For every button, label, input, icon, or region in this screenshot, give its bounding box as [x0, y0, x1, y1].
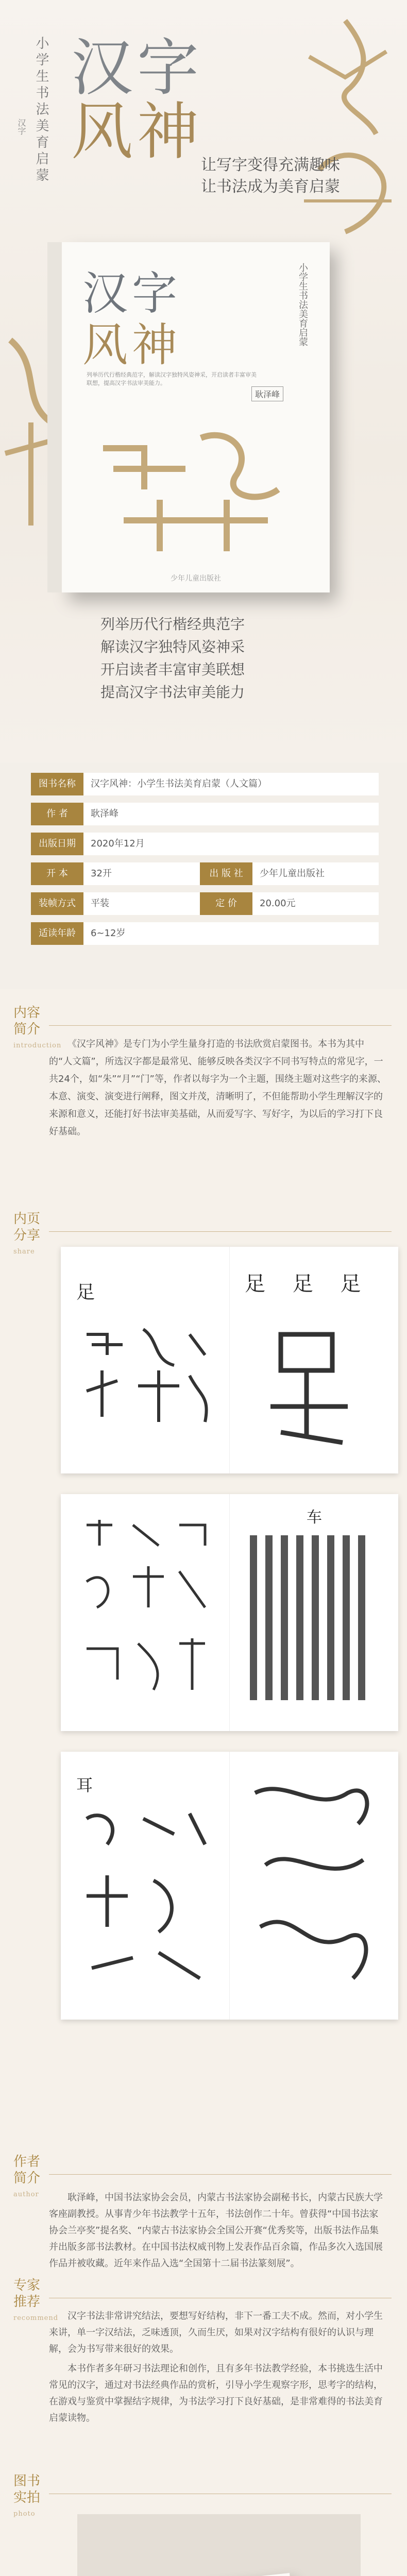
format-value: 32开 [83, 862, 200, 885]
expert-recommendation [49, 2308, 386, 2430]
slogan-line-1: 让写字变得充满趣味 [201, 156, 340, 174]
hero-title-line2: 风神 [71, 96, 203, 168]
inner-spread-1 [61, 1247, 398, 1473]
hero-banner [0, 0, 407, 762]
expert-label-cn1: 专家 [13, 2278, 41, 2293]
book-title-line1: 汉字 [82, 267, 182, 320]
info-row-format [31, 862, 379, 885]
book-blurb: 列举历代行楷经典范字，解读汉字独特风姿神采，开启读者丰富审美联想，提高汉字书法审美能力。 [87, 371, 257, 386]
publisher-value: 少年儿童出版社 [252, 862, 379, 885]
age-label: 适读年龄 [31, 922, 83, 945]
ancient-glyph-decoration-right [289, 15, 402, 252]
photo-book-cover [121, 2573, 318, 2576]
author-value: 耿泽峰 [83, 803, 379, 825]
slogan-line-2: 让书法成为美育启蒙 [201, 178, 340, 196]
info-row-title [31, 773, 379, 795]
spread-char-row: 足 足 足 [245, 1272, 371, 1296]
spread-char-title: 耳 [76, 1775, 93, 1795]
spread-calligraphy-art [250, 1319, 379, 1453]
spread-left-page [61, 1494, 230, 1731]
spread-right-page [229, 1752, 398, 2020]
age-value: 6~12岁 [83, 922, 379, 945]
intro-paragraph: 《汉字风神》是专门为小学生量身打造的书法欣赏启蒙图书。本书为其中的“人文篇”，所选汉字都是最常见、能够反映各类汉字不同书写特点的常见字，一共24个，如“朱”“月”“门”等，作者以每字为一个主题，围绕主题对这些字的来源、本意、演变、演变进行阐释，图文并茂，清晰明了，不但能帮助小学生理解汉字的来源和意义，还能打好书法审美基础，从而爱写字、写好字，为以后的学习打下良好基础。 [49, 1039, 386, 1137]
section-divider [49, 1231, 392, 1232]
spreads-label-cn1: 内页 [13, 1211, 41, 1227]
spread-char-title: 车 [307, 1509, 322, 1527]
spread-rubbing-columns [245, 1530, 384, 1716]
format-label: 开 本 [31, 862, 83, 885]
spread-char-title: 足 [76, 1282, 95, 1303]
price-value: 20.00元 [252, 892, 379, 915]
series-sub-text: 汉字 [16, 118, 26, 135]
section-divider [49, 2174, 392, 2175]
spread-glyph-grid [76, 1515, 215, 1710]
book-cover [62, 242, 330, 592]
expert-label-en: recommend [13, 2314, 59, 2322]
spreads-label-en: share [13, 1248, 35, 1256]
expert-label-cn2: 推荐 [13, 2294, 41, 2310]
title-value: 汉字风神：小学生书法美育启蒙（人文篇） [83, 773, 379, 795]
spreads-label-cn2: 分享 [13, 1228, 41, 1243]
expert-paragraph-1: 汉字书法非常讲究结法，要想写好结构，非下一番工夫不成。然而，对小学生来讲，单一字汉结法，乏味透顶，久而生厌，如果对汉字结构有很好的认识与理解，会为书写带来很好的效果。 [49, 2311, 383, 2354]
author-label-cn1: 作者 [13, 2154, 41, 2170]
book-publisher: 少年儿童出版社 [171, 574, 221, 583]
date-label: 出版日期 [31, 833, 83, 855]
cover-glyph-art [82, 417, 309, 562]
info-row-age [31, 922, 379, 945]
feature-point-1: 列举历代行楷经典范字 [100, 616, 245, 633]
hero-slogan [201, 155, 340, 198]
book-title-line2: 风神 [82, 318, 182, 371]
info-row-author [31, 803, 379, 825]
inner-spread-3 [61, 1752, 398, 2020]
spread-right-page [229, 1494, 398, 1731]
intro-label-cn1: 内容 [13, 1005, 41, 1021]
feature-point-3: 开启读者丰富审美联想 [100, 661, 245, 678]
info-row-date [31, 833, 379, 855]
title-label: 图书名称 [31, 773, 83, 795]
section-label-intro [13, 1005, 62, 1054]
info-row-binding [31, 892, 379, 915]
book-photo-1 [77, 2514, 361, 2576]
binding-label: 装帧方式 [31, 892, 83, 915]
spread-cursive-art [245, 1772, 384, 1999]
spread-glyph-examples [76, 1803, 215, 1999]
binding-value: 平装 [83, 892, 200, 915]
book-info-table [0, 762, 407, 989]
hero-title-line1: 汉字 [71, 32, 203, 104]
book-author-tag: 耿泽峰 [251, 386, 283, 401]
section-label-author [13, 2154, 44, 2203]
spread-right-page [229, 1247, 398, 1473]
inner-spread-2 [61, 1494, 398, 1731]
photos-label-cn2: 实拍 [13, 2490, 41, 2505]
author-label-en: author [13, 2191, 39, 2198]
photos-label-cn1: 图书 [13, 2473, 41, 2489]
series-vertical-text: 小学生书法美育启蒙 [33, 36, 49, 184]
section-label-spreads [13, 1211, 44, 1260]
feature-point-4: 提高汉字书法审美能力 [100, 684, 245, 701]
price-label: 定 价 [200, 892, 252, 915]
section-divider [49, 1025, 392, 1026]
section-label-expert [13, 2277, 59, 2327]
photos-label-en: photo [13, 2510, 36, 2518]
date-value: 2020年12月 [83, 833, 379, 855]
spread-left-page [61, 1752, 230, 2020]
book-series-vertical: 小学生书法美育启蒙 [297, 263, 308, 346]
spread-left-page [61, 1247, 230, 1473]
book-spine [47, 242, 62, 592]
feature-point-2: 解读汉字独特风姿神采 [100, 638, 245, 655]
intro-label-cn2: 简介 [13, 1022, 41, 1037]
expert-paragraph-2: 本书作者多年研习书法理论和创作，且有多年书法教学经验，本书挑选生活中常见的汉字，通过对书法经典作品的赏析，引导小学生观察字形，思考字的结构，在游戏与鉴赏中掌握结字规律，为书法学习打下良好基础，是非常难得的书法美育启蒙读物。 [49, 2363, 383, 2424]
publisher-label: 出 版 社 [200, 862, 252, 885]
intro-label-en: introduction [13, 1042, 62, 1049]
author-label: 作 者 [31, 803, 83, 825]
author-label-cn2: 简介 [13, 2171, 41, 2186]
author-paragraph: 耿泽峰，中国书法家协会会员，内蒙古书法家协会副秘书长，内蒙古民族大学客座副教授。从事青少年书法教学十五年，书法创作二十年。曾获得“中国书法家协会兰亭奖”提名奖、“内蒙古书法家协会全国公开赛“优秀奖等，出版书法作品集并出版多部书法教材。在中国书法权威刊物上发表作品百余篇，作品多次入选国展作品并被收藏。近年来作品入选“全国第十二届书法篆刻展”。 [49, 2192, 383, 2269]
section-label-photos [13, 2473, 44, 2522]
spread-glyph-examples [76, 1319, 215, 1453]
hero-feature-points [100, 613, 245, 704]
